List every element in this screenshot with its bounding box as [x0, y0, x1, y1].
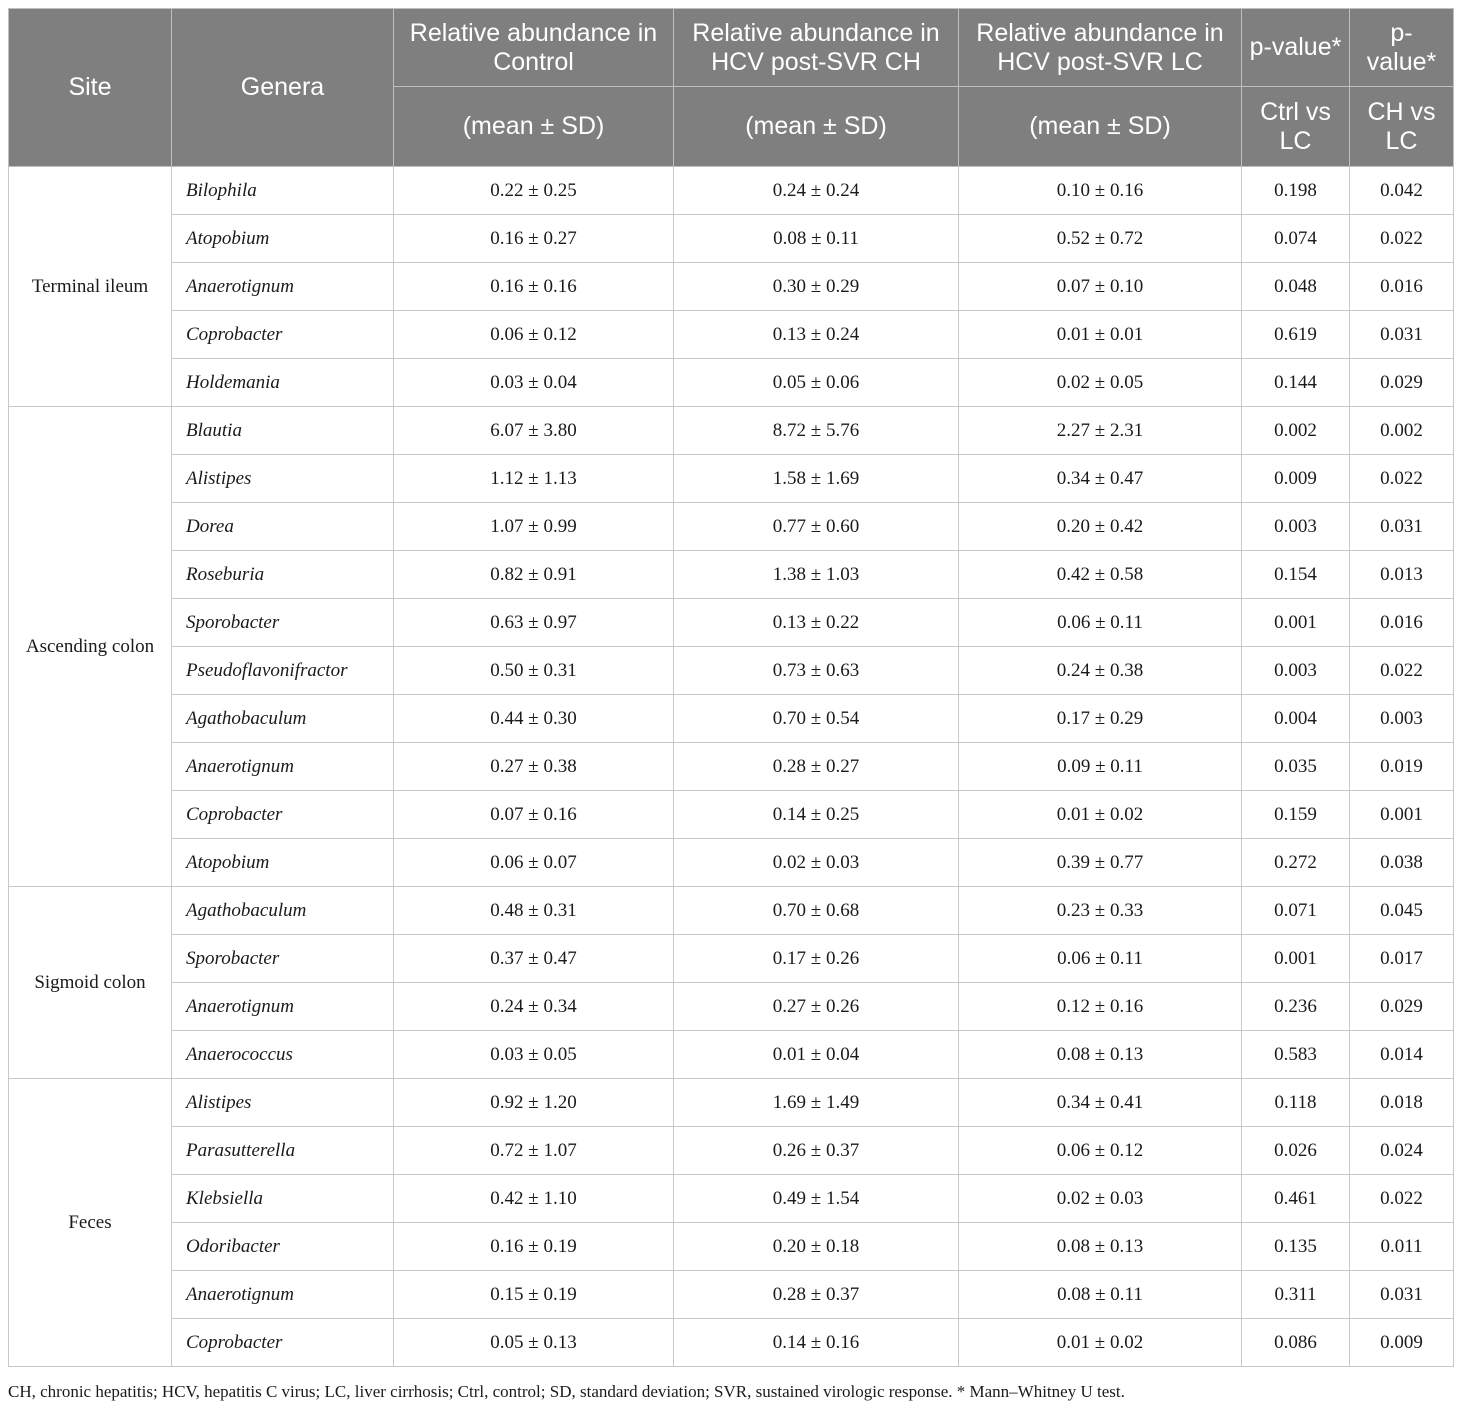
lc-cell: 0.02 ± 0.05 — [959, 359, 1242, 407]
header-site: Site — [9, 9, 172, 167]
control-cell: 0.44 ± 0.30 — [394, 695, 674, 743]
genus-cell: Pseudoflavonifractor — [172, 647, 394, 695]
control-cell: 0.22 ± 0.25 — [394, 167, 674, 215]
pvalue-ch-vs-lc-cell: 0.029 — [1350, 359, 1454, 407]
lc-cell: 0.09 ± 0.11 — [959, 743, 1242, 791]
ch-cell: 0.20 ± 0.18 — [674, 1223, 959, 1271]
control-cell: 0.16 ± 0.19 — [394, 1223, 674, 1271]
control-cell: 6.07 ± 3.80 — [394, 407, 674, 455]
table-row — [9, 551, 1454, 599]
pvalue-ctrl-vs-lc-cell: 0.001 — [1242, 935, 1350, 983]
genus-cell: Klebsiella — [172, 1175, 394, 1223]
ch-cell: 0.05 ± 0.06 — [674, 359, 959, 407]
pvalue-ch-vs-lc-cell: 0.029 — [1350, 983, 1454, 1031]
ch-cell: 0.13 ± 0.24 — [674, 311, 959, 359]
genus-cell: Blautia — [172, 407, 394, 455]
lc-cell: 0.07 ± 0.10 — [959, 263, 1242, 311]
table-row — [9, 1079, 1454, 1127]
table-row — [9, 695, 1454, 743]
pvalue-ctrl-vs-lc-cell: 0.074 — [1242, 215, 1350, 263]
table-row — [9, 1127, 1454, 1175]
ch-cell: 0.49 ± 1.54 — [674, 1175, 959, 1223]
header-lc-unit: (mean ± SD) — [959, 87, 1242, 167]
pvalue-ch-vs-lc-cell: 0.031 — [1350, 1271, 1454, 1319]
control-cell: 1.07 ± 0.99 — [394, 503, 674, 551]
header-genera: Genera — [172, 9, 394, 167]
genus-cell: Alistipes — [172, 1079, 394, 1127]
pvalue-ctrl-vs-lc-cell: 0.035 — [1242, 743, 1350, 791]
lc-cell: 2.27 ± 2.31 — [959, 407, 1242, 455]
table-row — [9, 599, 1454, 647]
control-cell: 0.27 ± 0.38 — [394, 743, 674, 791]
lc-cell: 0.06 ± 0.12 — [959, 1127, 1242, 1175]
pvalue-ctrl-vs-lc-cell: 0.001 — [1242, 599, 1350, 647]
pvalue-ch-vs-lc-cell: 0.022 — [1350, 455, 1454, 503]
site-cell: Ascending colon — [9, 407, 172, 887]
pvalue-ch-vs-lc-cell: 0.003 — [1350, 695, 1454, 743]
pvalue-ch-vs-lc-cell: 0.022 — [1350, 215, 1454, 263]
ch-cell: 1.69 ± 1.49 — [674, 1079, 959, 1127]
pvalue-ch-vs-lc-cell: 0.045 — [1350, 887, 1454, 935]
pvalue-ctrl-vs-lc-cell: 0.236 — [1242, 983, 1350, 1031]
lc-cell: 0.02 ± 0.03 — [959, 1175, 1242, 1223]
genus-cell: Sporobacter — [172, 599, 394, 647]
control-cell: 0.48 ± 0.31 — [394, 887, 674, 935]
lc-cell: 0.01 ± 0.02 — [959, 1319, 1242, 1367]
ch-cell: 0.01 ± 0.04 — [674, 1031, 959, 1079]
lc-cell: 0.17 ± 0.29 — [959, 695, 1242, 743]
header-control: Relative abundance in Control — [394, 9, 674, 87]
table-row — [9, 791, 1454, 839]
control-cell: 0.16 ± 0.27 — [394, 215, 674, 263]
genus-cell: Sporobacter — [172, 935, 394, 983]
header-ch-unit: (mean ± SD) — [674, 87, 959, 167]
ch-cell: 0.77 ± 0.60 — [674, 503, 959, 551]
lc-cell: 0.24 ± 0.38 — [959, 647, 1242, 695]
lc-cell: 0.10 ± 0.16 — [959, 167, 1242, 215]
pvalue-ch-vs-lc-cell: 0.019 — [1350, 743, 1454, 791]
pvalue-ch-vs-lc-cell: 0.002 — [1350, 407, 1454, 455]
site-cell: Terminal ileum — [9, 167, 172, 407]
genus-cell: Anaerotignum — [172, 1271, 394, 1319]
ch-cell: 0.17 ± 0.26 — [674, 935, 959, 983]
lc-cell: 0.34 ± 0.47 — [959, 455, 1242, 503]
ch-cell: 0.26 ± 0.37 — [674, 1127, 959, 1175]
ch-cell: 1.58 ± 1.69 — [674, 455, 959, 503]
lc-cell: 0.06 ± 0.11 — [959, 935, 1242, 983]
genus-cell: Anaerotignum — [172, 743, 394, 791]
pvalue-ctrl-vs-lc-cell: 0.198 — [1242, 167, 1350, 215]
control-cell: 0.24 ± 0.34 — [394, 983, 674, 1031]
genus-cell: Anaerotignum — [172, 263, 394, 311]
pvalue-ch-vs-lc-cell: 0.001 — [1350, 791, 1454, 839]
genus-cell: Agathobaculum — [172, 695, 394, 743]
control-cell: 0.63 ± 0.97 — [394, 599, 674, 647]
table-container — [8, 8, 1453, 1367]
control-cell: 0.05 ± 0.13 — [394, 1319, 674, 1367]
lc-cell: 0.12 ± 0.16 — [959, 983, 1242, 1031]
pvalue-ch-vs-lc-cell: 0.031 — [1350, 311, 1454, 359]
genus-cell: Coprobacter — [172, 791, 394, 839]
lc-cell: 0.08 ± 0.11 — [959, 1271, 1242, 1319]
table-row — [9, 1175, 1454, 1223]
genus-cell: Roseburia — [172, 551, 394, 599]
pvalue-ctrl-vs-lc-cell: 0.144 — [1242, 359, 1350, 407]
table-row — [9, 359, 1454, 407]
genus-cell: Atopobium — [172, 839, 394, 887]
ch-cell: 0.73 ± 0.63 — [674, 647, 959, 695]
table-row — [9, 1031, 1454, 1079]
ch-cell: 1.38 ± 1.03 — [674, 551, 959, 599]
ch-cell: 0.28 ± 0.27 — [674, 743, 959, 791]
pvalue-ch-vs-lc-cell: 0.022 — [1350, 1175, 1454, 1223]
ch-cell: 0.28 ± 0.37 — [674, 1271, 959, 1319]
pvalue-ctrl-vs-lc-cell: 0.461 — [1242, 1175, 1350, 1223]
genus-cell: Agathobaculum — [172, 887, 394, 935]
lc-cell: 0.23 ± 0.33 — [959, 887, 1242, 935]
pvalue-ch-vs-lc-cell: 0.016 — [1350, 599, 1454, 647]
header-control-unit: (mean ± SD) — [394, 87, 674, 167]
table-row — [9, 1319, 1454, 1367]
pvalue-ctrl-vs-lc-cell: 0.118 — [1242, 1079, 1350, 1127]
ch-cell: 0.70 ± 0.68 — [674, 887, 959, 935]
genus-cell: Anaerococcus — [172, 1031, 394, 1079]
control-cell: 0.03 ± 0.04 — [394, 359, 674, 407]
pvalue-ctrl-vs-lc-cell: 0.009 — [1242, 455, 1350, 503]
table-row — [9, 311, 1454, 359]
control-cell: 0.72 ± 1.07 — [394, 1127, 674, 1175]
pvalue-ch-vs-lc-cell: 0.013 — [1350, 551, 1454, 599]
control-cell: 0.82 ± 0.91 — [394, 551, 674, 599]
site-cell: Sigmoid colon — [9, 887, 172, 1079]
lc-cell: 0.39 ± 0.77 — [959, 839, 1242, 887]
lc-cell: 0.08 ± 0.13 — [959, 1223, 1242, 1271]
abundance-table — [8, 8, 1454, 1367]
pvalue-ctrl-vs-lc-cell: 0.583 — [1242, 1031, 1350, 1079]
genus-cell: Coprobacter — [172, 311, 394, 359]
control-cell: 0.42 ± 1.10 — [394, 1175, 674, 1223]
genus-cell: Alistipes — [172, 455, 394, 503]
header-pvalue-1: p-value* — [1242, 9, 1350, 87]
control-cell: 1.12 ± 1.13 — [394, 455, 674, 503]
ch-cell: 0.02 ± 0.03 — [674, 839, 959, 887]
ch-cell: 0.13 ± 0.22 — [674, 599, 959, 647]
table-row — [9, 167, 1454, 215]
control-cell: 0.06 ± 0.07 — [394, 839, 674, 887]
lc-cell: 0.08 ± 0.13 — [959, 1031, 1242, 1079]
control-cell: 0.50 ± 0.31 — [394, 647, 674, 695]
control-cell: 0.07 ± 0.16 — [394, 791, 674, 839]
ch-cell: 0.14 ± 0.25 — [674, 791, 959, 839]
table-row — [9, 455, 1454, 503]
genus-cell: Holdemania — [172, 359, 394, 407]
table-row — [9, 743, 1454, 791]
lc-cell: 0.34 ± 0.41 — [959, 1079, 1242, 1127]
control-cell: 0.37 ± 0.47 — [394, 935, 674, 983]
pvalue-ctrl-vs-lc-cell: 0.159 — [1242, 791, 1350, 839]
table-row — [9, 263, 1454, 311]
lc-cell: 0.20 ± 0.42 — [959, 503, 1242, 551]
pvalue-ch-vs-lc-cell: 0.009 — [1350, 1319, 1454, 1367]
site-cell: Feces — [9, 1079, 172, 1367]
genus-cell: Bilophila — [172, 167, 394, 215]
ch-cell: 0.14 ± 0.16 — [674, 1319, 959, 1367]
table-row — [9, 887, 1454, 935]
lc-cell: 0.01 ± 0.01 — [959, 311, 1242, 359]
header-ch: Relative abundance in HCV post-SVR CH — [674, 9, 959, 87]
pvalue-ch-vs-lc-cell: 0.011 — [1350, 1223, 1454, 1271]
ch-cell: 0.08 ± 0.11 — [674, 215, 959, 263]
control-cell: 0.15 ± 0.19 — [394, 1271, 674, 1319]
pvalue-ch-vs-lc-cell: 0.018 — [1350, 1079, 1454, 1127]
pvalue-ch-vs-lc-cell: 0.014 — [1350, 1031, 1454, 1079]
header-lc: Relative abundance in HCV post-SVR LC — [959, 9, 1242, 87]
lc-cell: 0.01 ± 0.02 — [959, 791, 1242, 839]
pvalue-ctrl-vs-lc-cell: 0.272 — [1242, 839, 1350, 887]
pvalue-ctrl-vs-lc-cell: 0.154 — [1242, 551, 1350, 599]
ch-cell: 8.72 ± 5.76 — [674, 407, 959, 455]
pvalue-ctrl-vs-lc-cell: 0.086 — [1242, 1319, 1350, 1367]
ch-cell: 0.70 ± 0.54 — [674, 695, 959, 743]
pvalue-ctrl-vs-lc-cell: 0.048 — [1242, 263, 1350, 311]
ch-cell: 0.27 ± 0.26 — [674, 983, 959, 1031]
control-cell: 0.06 ± 0.12 — [394, 311, 674, 359]
genus-cell: Anaerotignum — [172, 983, 394, 1031]
pvalue-ctrl-vs-lc-cell: 0.004 — [1242, 695, 1350, 743]
pvalue-ch-vs-lc-cell: 0.017 — [1350, 935, 1454, 983]
table-row — [9, 647, 1454, 695]
pvalue-ch-vs-lc-cell: 0.016 — [1350, 263, 1454, 311]
genus-cell: Atopobium — [172, 215, 394, 263]
genus-cell: Parasutterella — [172, 1127, 394, 1175]
header-pvalue-2: p-value* — [1350, 9, 1454, 87]
control-cell: 0.03 ± 0.05 — [394, 1031, 674, 1079]
header-ch-vs-lc: CH vs LC — [1350, 87, 1454, 167]
control-cell: 0.16 ± 0.16 — [394, 263, 674, 311]
pvalue-ch-vs-lc-cell: 0.022 — [1350, 647, 1454, 695]
pvalue-ctrl-vs-lc-cell: 0.002 — [1242, 407, 1350, 455]
table-row — [9, 407, 1454, 455]
table-row — [9, 983, 1454, 1031]
lc-cell: 0.42 ± 0.58 — [959, 551, 1242, 599]
pvalue-ctrl-vs-lc-cell: 0.026 — [1242, 1127, 1350, 1175]
pvalue-ctrl-vs-lc-cell: 0.311 — [1242, 1271, 1350, 1319]
pvalue-ctrl-vs-lc-cell: 0.071 — [1242, 887, 1350, 935]
pvalue-ctrl-vs-lc-cell: 0.619 — [1242, 311, 1350, 359]
table-body — [9, 167, 1454, 1367]
genus-cell: Dorea — [172, 503, 394, 551]
pvalue-ch-vs-lc-cell: 0.024 — [1350, 1127, 1454, 1175]
pvalue-ctrl-vs-lc-cell: 0.135 — [1242, 1223, 1350, 1271]
genus-cell: Coprobacter — [172, 1319, 394, 1367]
pvalue-ctrl-vs-lc-cell: 0.003 — [1242, 647, 1350, 695]
header-ctrl-vs-lc: Ctrl vs LC — [1242, 87, 1350, 167]
ch-cell: 0.30 ± 0.29 — [674, 263, 959, 311]
table-row — [9, 839, 1454, 887]
lc-cell: 0.06 ± 0.11 — [959, 599, 1242, 647]
pvalue-ctrl-vs-lc-cell: 0.003 — [1242, 503, 1350, 551]
pvalue-ch-vs-lc-cell: 0.031 — [1350, 503, 1454, 551]
pvalue-ch-vs-lc-cell: 0.042 — [1350, 167, 1454, 215]
table-row — [9, 935, 1454, 983]
table-row — [9, 215, 1454, 263]
table-header — [9, 9, 1454, 167]
table-row — [9, 503, 1454, 551]
table-row — [9, 1223, 1454, 1271]
control-cell: 0.92 ± 1.20 — [394, 1079, 674, 1127]
ch-cell: 0.24 ± 0.24 — [674, 167, 959, 215]
pvalue-ch-vs-lc-cell: 0.038 — [1350, 839, 1454, 887]
table-footnote: CH, chronic hepatitis; HCV, hepatitis C virus; LC, liver cirrhosis; Ctrl, control; SD, standard deviation; SVR, sustained virologic response. * Mann–Whitney U test. — [8, 1382, 1125, 1401]
genus-cell: Odoribacter — [172, 1223, 394, 1271]
table-row — [9, 1271, 1454, 1319]
lc-cell: 0.52 ± 0.72 — [959, 215, 1242, 263]
